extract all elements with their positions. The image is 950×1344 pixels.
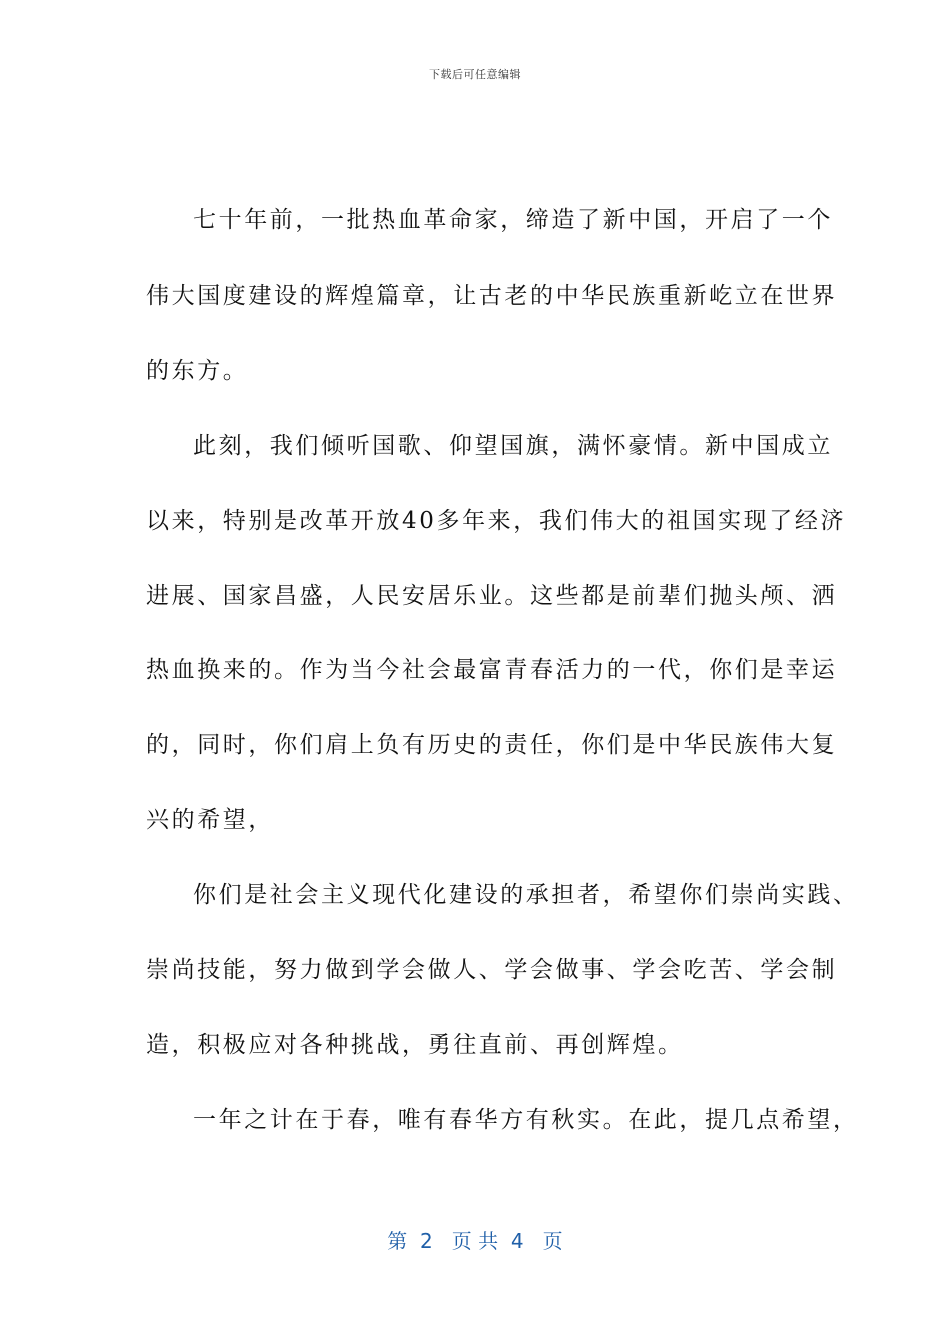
page-footer: 第 2 页 共 4 页: [387, 1229, 563, 1253]
paragraph-2-line-2: 以来，特别是改革开放40多年来，我们伟大的祖国实现了经济: [146, 508, 847, 534]
header-note: 下载后可任意编辑: [429, 68, 521, 81]
paragraph-2-line-6: 兴的希望，: [146, 807, 274, 833]
paragraph-3-line-2: 崇尚技能，努力做到学会做人、学会做事、学会吃苦、学会制: [146, 957, 838, 983]
paragraph-1-line-1: 七十年前，一批热血革命家，缔造了新中国，开启了一个: [193, 207, 833, 233]
paragraph-1-line-3: 的东方。: [146, 358, 249, 384]
paragraph-2-line-4: 热血换来的。作为当今社会最富青春活力的一代，你们是幸运: [146, 657, 838, 683]
paragraph-2-line-5: 的，同时，你们肩上负有历史的责任，你们是中华民族伟大复: [146, 732, 838, 758]
paragraph-2-line-1: 此刻，我们倾听国歌、仰望国旗，满怀豪情。新中国成立: [193, 433, 833, 459]
paragraph-4-line-1: 一年之计在于春，唯有春华方有秋实。在此，提几点希望，: [193, 1107, 859, 1133]
paragraph-3-line-3: 造，积极应对各种挑战，勇往直前、再创辉煌。: [146, 1032, 684, 1058]
paragraph-1-line-2: 伟大国度建设的辉煌篇章，让古老的中华民族重新屹立在世界: [146, 283, 838, 309]
paragraph-2-line-3: 进展、国家昌盛，人民安居乐业。这些都是前辈们抛头颅、洒: [146, 583, 838, 609]
paragraph-3-line-1: 你们是社会主义现代化建设的承担者，希望你们崇尚实践、: [193, 882, 859, 908]
